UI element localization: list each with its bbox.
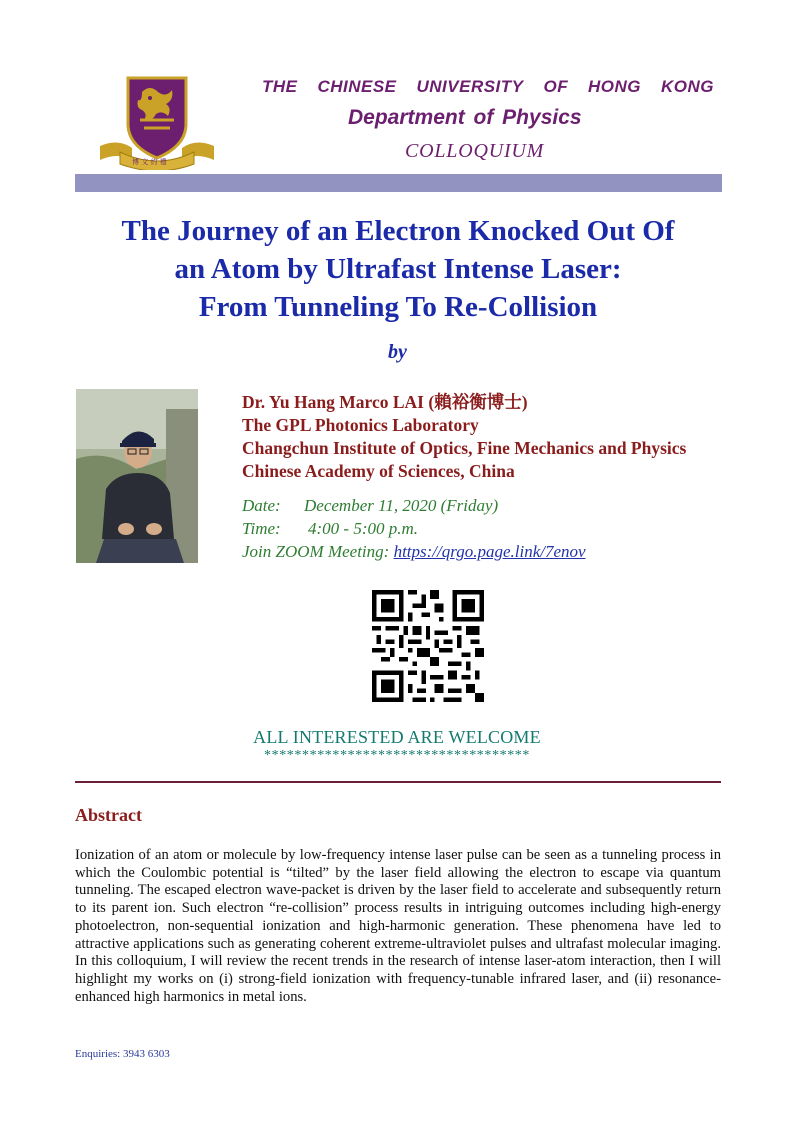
talk-title xyxy=(60,212,736,326)
title-line: The Journey of an Electron Knocked Out Of xyxy=(121,215,675,247)
university-word: HONG xyxy=(588,77,642,96)
university-word: THE xyxy=(262,77,298,96)
svg-text:博 文 約 禮: 博 文 約 禮 xyxy=(132,158,167,166)
zoom-label: Join ZOOM Meeting: xyxy=(242,542,390,561)
event-type: COLLOQUIUM xyxy=(405,140,545,162)
qr-code[interactable] xyxy=(372,590,484,702)
by-label: by xyxy=(388,341,407,363)
university-word: KONG xyxy=(660,77,714,96)
department-name: Department of Physics xyxy=(348,106,582,129)
time-label: Time: xyxy=(242,519,281,538)
date-label: Date: xyxy=(242,496,281,515)
cuhk-crest-logo xyxy=(98,74,216,170)
university-word: CHINESE xyxy=(317,77,397,96)
title-line: an Atom by Ultrafast Intense Laser: xyxy=(174,253,622,285)
event-details xyxy=(242,494,586,563)
abstract-body: Ionization of an atom or molecule by low-frequency intense laser pulse can be seen as a tunneling process in which the Coulombic potential is “tilted” by the laser field allowing the electron to escape via quantum tunneling. The escaped electron wave-packet is driven by the laser field to accelerate and subsequently return to its parent ion. Such electron “re-collision” process results in intriguing outcomes including high-energy photoelectron, non-sequential ionization and high-harmonic generation. These phenomena have led to attractive applications such as generating coherent extreme-ultraviolet pulses and ultrafast molecular imaging. In this colloquium, I will review the recent trends in the research of intense laser-atom interaction, then I will highlight my works on (i) strong-field ionization with frequency-tunable infrared laser, and (ii) resonance-enhanced high harmonics in metal ions. xyxy=(75,847,721,1005)
date-value: December 11, 2020 (Friday) xyxy=(304,496,499,515)
divider-line xyxy=(75,781,721,783)
university-word: UNIVERSITY xyxy=(416,77,524,96)
time-row xyxy=(242,517,586,540)
zoom-row xyxy=(242,540,586,563)
welcome-message: ALL INTERESTED ARE WELCOME xyxy=(253,727,541,747)
header-band xyxy=(75,174,722,192)
speaker-info xyxy=(242,391,686,483)
title-line: From Tunneling To Re-Collision xyxy=(198,291,598,323)
university-word: OF xyxy=(543,77,569,96)
speaker-name: Dr. Yu Hang Marco LAI (賴裕衡博士) xyxy=(242,392,528,412)
university-name xyxy=(262,77,714,97)
speaker-academy: Chinese Academy of Sciences, China xyxy=(242,461,515,481)
star-divider: *********************************** xyxy=(264,748,530,763)
enquiries: Enquiries: 3943 6303 xyxy=(75,1048,170,1060)
speaker-photo xyxy=(76,389,198,563)
speaker-lab: The GPL Photonics Laboratory xyxy=(242,415,479,435)
time-value: 4:00 - 5:00 p.m. xyxy=(308,519,419,538)
zoom-link[interactable]: https://qrgo.page.link/7enov xyxy=(393,542,586,561)
speaker-institute: Changchun Institute of Optics, Fine Mechanics and Physics xyxy=(242,438,687,458)
abstract-heading: Abstract xyxy=(75,805,142,825)
date-row xyxy=(242,494,586,517)
